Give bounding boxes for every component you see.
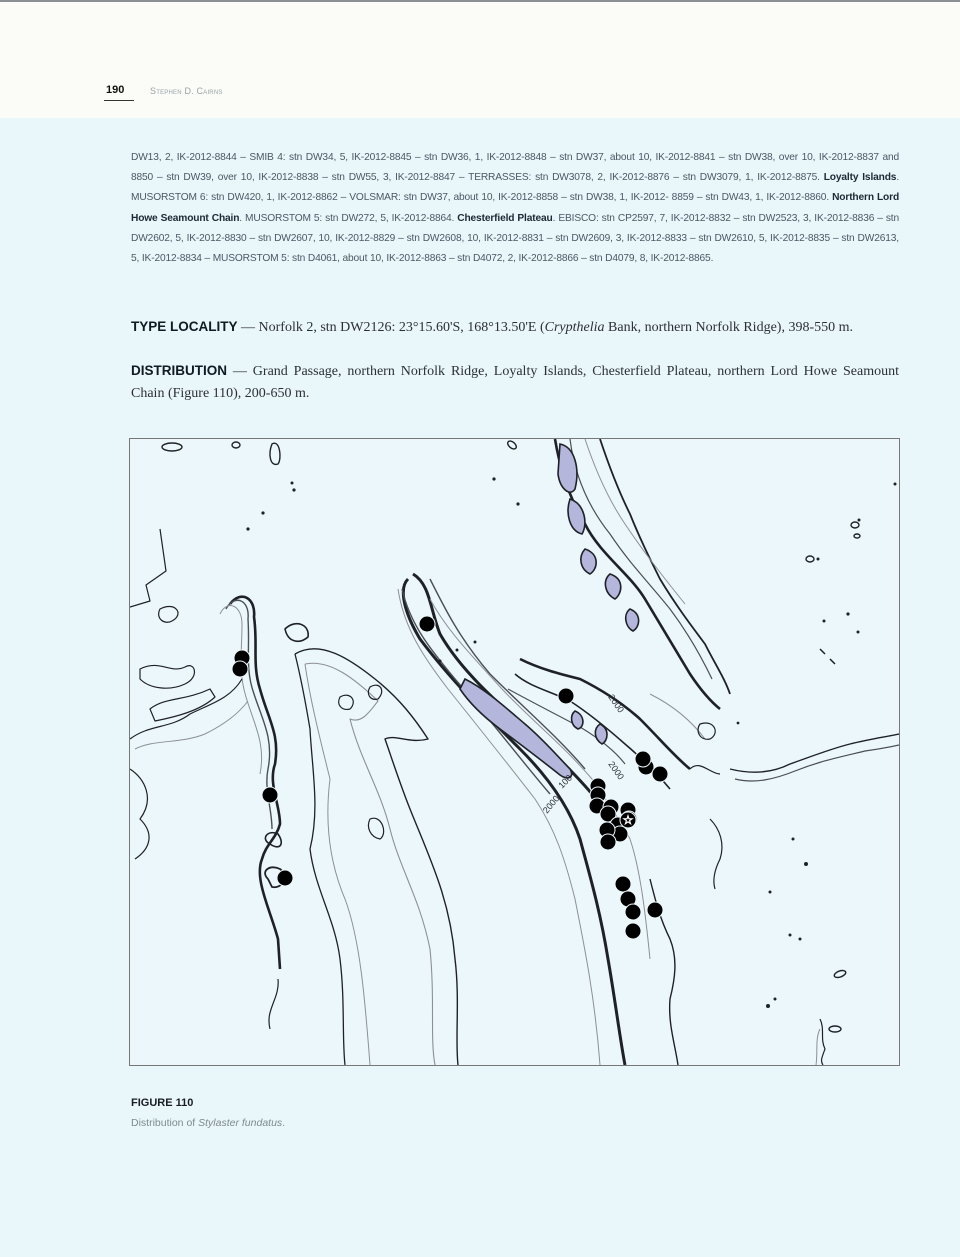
lord-howe-rise-contours: [285, 624, 458, 1065]
record-point: [625, 904, 641, 920]
type-locality-paragraph: [131, 316, 899, 339]
island-ne-2: [568, 499, 585, 534]
chesterfield-plateau-contours: [130, 529, 285, 1029]
material-text: . MUSORSTOM 6: stn DW420, 1, IK-2012-8862 – VOLSMAR: stn DW37, about 10, IK-2012-8858 – stn DW38, 1, IK-2012-: [131, 172, 899, 204]
running-head-author: Stephen D. Cairns: [150, 86, 223, 96]
distribution-map: [129, 438, 900, 1066]
record-point: [635, 751, 651, 767]
caption-suffix: .: [282, 1117, 286, 1129]
locality-heading: Chesterfield Plateau: [457, 212, 553, 224]
record-point: [277, 870, 293, 886]
contour-label: 2000: [606, 692, 627, 715]
type-locality-star-icon: [620, 812, 636, 828]
material-examined-paragraph: [131, 148, 899, 269]
record-point: [615, 876, 631, 892]
grand-passage-contours: [555, 439, 730, 709]
record-point: [232, 661, 248, 677]
type-locality-heading: TYPE LOCALITY: [131, 319, 238, 334]
type-locality-text-2: Bank, northern Norfolk Ridge), 398-550 m.: [604, 320, 853, 335]
material-text: IK-2012-8837 and 8850 – stn DW39, over 10, IK-2012-8838 – stn DW55, 3, IK-2012-8847 – TERRASSES: stn DW3078, 2, IK-2012-8876 – stn DW3079, 1,: [131, 152, 899, 184]
island-ne-3: [581, 549, 596, 574]
bathymetric-map-svg: [130, 439, 899, 1065]
type-locality-text-1: Norfolk 2, stn DW2126: 23°15.60'S, 168°13.50'E (: [258, 320, 545, 335]
southern-ridge-contours: [650, 819, 825, 1065]
record-point: [647, 902, 663, 918]
figure-label: FIGURE 110: [131, 1097, 194, 1109]
record-point: [558, 688, 574, 704]
contour-label: 2000: [606, 759, 627, 782]
island-ne-5: [626, 609, 639, 631]
material-text: EBISCO: stn CP2597, 7, IK-2012-8832 – stn DW2523, 3, IK-2012-8836 – stn DW2602, 5, IK-2012-8830 – stn DW2607, 10, IK-2012-8829 – stn DW2608,: [131, 212, 899, 244]
material-text: IK-2012-8875.: [757, 172, 824, 184]
page-number: 190: [106, 84, 125, 96]
locality-heading: Loyalty Islands: [823, 172, 897, 184]
type-locality-genus: Crypthelia: [544, 320, 605, 335]
record-point: [419, 616, 435, 632]
caption-prefix: Distribution of: [131, 1117, 199, 1129]
material-text: 10, IK-2012-8831 – stn DW2609, 3, IK-2012-8833 – stn DW2610, 5, IK-2012-8835 – stn DW2613, 5, IK-2012-8834 – MUSORSTOM 5: stn D4061, about: [131, 232, 899, 265]
record-point: [625, 923, 641, 939]
figure-caption: [131, 1117, 285, 1129]
island-ne-4: [605, 574, 620, 599]
eastern-ridge-contours: [690, 649, 899, 781]
distribution-dash: —: [227, 364, 253, 379]
page-header-band: [0, 0, 960, 118]
page-number-rule: [104, 100, 134, 101]
island-ne-1: [558, 444, 577, 492]
record-point: [652, 766, 668, 782]
seamount-dots: [246, 477, 896, 1008]
type-locality-dash: —: [237, 320, 259, 335]
record-point: [262, 787, 278, 803]
locality-heading: Northern Lord Howe Seamount Chain: [131, 192, 900, 224]
distribution-heading: DISTRIBUTION: [131, 363, 227, 378]
material-text: . MUSORSTOM 5: stn DW272, 5, IK-2012-8864.: [239, 212, 458, 224]
material-text: .: [552, 212, 556, 224]
contour-label: 100: [556, 772, 575, 791]
contour-label: 2000: [540, 793, 562, 816]
distribution-text: Grand Passage, northern Norfolk Ridge, Loyalty Islands, Chesterfield Plateau, northern Lord Howe Seamount Chain (Figure 110), 200-650 m.: [131, 364, 899, 401]
record-point: [600, 834, 616, 850]
svg-text:☆: ☆: [622, 813, 634, 827]
page-top-edge: [0, 0, 960, 2]
material-text: 8859 – stn DW43, 1, IK-2012-8860.: [671, 192, 833, 204]
material-text: 10, IK-2012-8863 – stn D4072, 2, IK-2012-8866 – stn D4079, 8, IK-2012-8865.: [369, 253, 714, 265]
caption-species: Stylaster fundatus: [198, 1117, 283, 1129]
land-areas: [460, 444, 639, 778]
loyalty-island-2: [572, 711, 583, 729]
material-text: DW13, 2, IK-2012-8844 – SMIB 4: stn DW34, 5, IK-2012-8845 – stn DW36, 1, IK-2012-8848 – stn DW37, about 10, IK-2012-8841 – stn DW38, over 10,: [131, 152, 816, 163]
distribution-paragraph: [131, 360, 899, 405]
